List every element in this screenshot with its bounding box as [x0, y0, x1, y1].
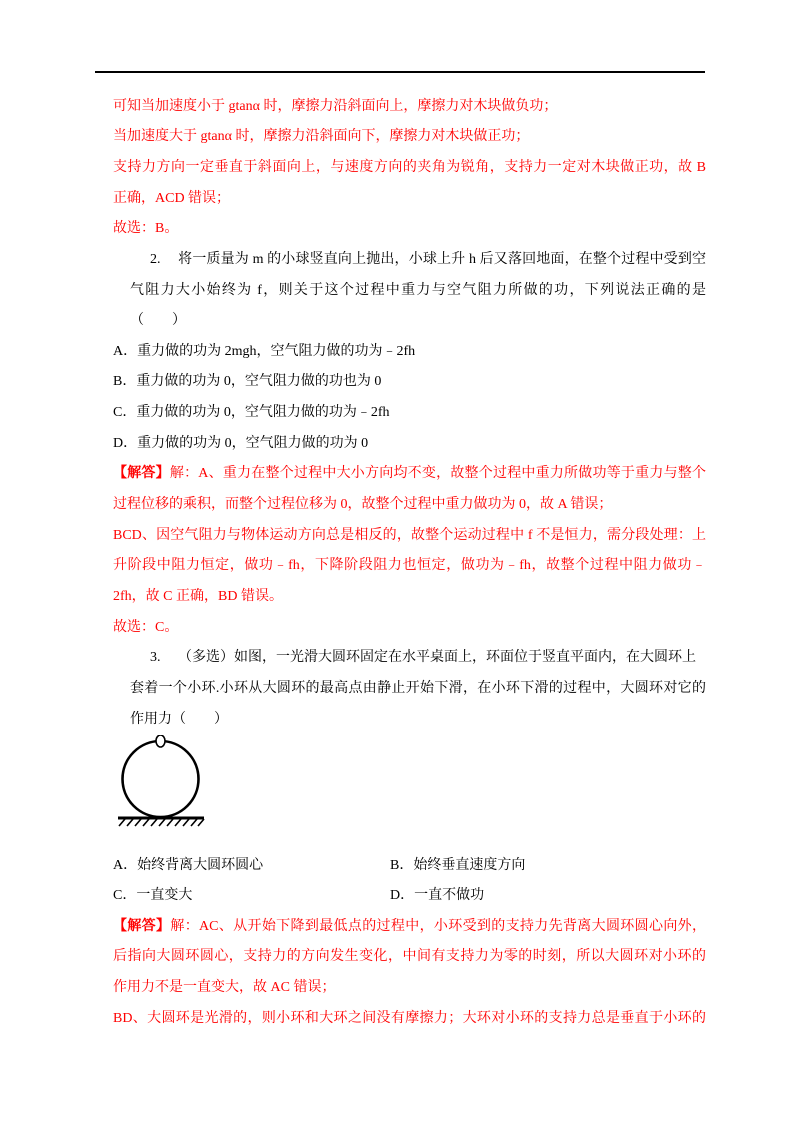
options-row: [113, 881, 706, 912]
solution-line: 正确，ACD 错误；: [113, 190, 231, 206]
option-a: A．重力做的功为 2mgh，空气阻力做的功为﹣2fh: [113, 343, 416, 359]
header-rule: [95, 71, 705, 73]
hatch-line: [127, 819, 133, 826]
large-ring: [123, 741, 199, 817]
question-number: 3.: [150, 650, 161, 666]
solution-text: 解：AC、从开始下降到最低点的过程中，小环受到的支持力先背离大圆环圆心向外，: [170, 918, 706, 934]
question-3-stem-line: 作用力（ ）: [130, 711, 228, 727]
answer-line: 故选：C。: [113, 619, 179, 635]
solution-line: [113, 459, 706, 490]
question-number: 2.: [150, 251, 161, 267]
solution-line: 可知当加速度小于 gtanα 时，摩擦力沿斜面向上，摩擦力对木块做负功；: [113, 98, 558, 114]
page-content: [113, 92, 706, 1035]
small-ring: [156, 735, 165, 747]
option-b: B．始终垂直速度方向: [390, 857, 526, 873]
hatch-line: [151, 819, 157, 826]
solution-line: [113, 912, 706, 943]
question-2-stem-line: 气阻力大小始终为 f，则关于这个过程中重力与空气阻力所做的功，下列说法正确的是: [130, 282, 706, 298]
solution-line: 当加速度大于 gtanα 时，摩擦力沿斜面向下，摩擦力对木块做正功；: [113, 129, 530, 145]
hatch-line: [143, 819, 149, 826]
question-3-stem-line: 套着一个小环.小环从大圆环的最高点由静止开始下滑，在小环下滑的过程中，大圆环对它的: [130, 680, 706, 696]
solution-text: 解：A、重力在整个过程中大小方向均不变，故整个过程中重力所做功等于重力与整个: [169, 466, 706, 482]
options-row: [113, 851, 706, 882]
hatch-line: [175, 819, 181, 826]
solution-label: 【解答】: [113, 466, 170, 482]
answer-line: 故选：B。: [113, 221, 179, 237]
question-2-stem-line: [113, 245, 706, 276]
hatch-line: [167, 819, 173, 826]
question-text: （多选）如图，一光滑大圆环固定在水平桌面上，环面位于竖直平面内，在大圆环上: [178, 650, 696, 666]
question-text: 将一质量为 m 的小球竖直向上抛出，小球上升 h 后又落回地面，在整个过程中受到空: [178, 251, 706, 267]
option-c: C．一直变大: [113, 888, 193, 904]
question-2-answer-blank: （ ）: [130, 313, 186, 329]
option-d: D．重力做的功为 0，空气阻力做的功为 0: [113, 435, 369, 451]
option-a: A．始终背离大圆环圆心: [113, 857, 264, 873]
solution-line: 后指向大圆环圆心，支持力的方向发生变化，中间有支持力为零的时刻，所以大圆环对小环的: [113, 949, 706, 965]
solution-line: BD、大圆环是光滑的，则小环和大环之间没有摩擦力；大环对小环的支持力总是垂直于小环的: [113, 1010, 706, 1026]
hatch-line: [183, 819, 189, 826]
hatch-line: [191, 819, 197, 826]
solution-line: 升阶段中阻力恒定，做功﹣fh，下降阶段阻力也恒定，做功为﹣fh，故整个过程中阻力做功﹣: [113, 558, 706, 574]
solution-label: 【解答】: [113, 918, 171, 934]
hatch-line: [119, 819, 125, 826]
solution-line: 2fh，故 C 正确，BD 错误。: [113, 588, 283, 604]
hatch-line: [159, 819, 165, 826]
option-c: C．重力做的功为 0，空气阻力做的功为﹣2fh: [113, 405, 390, 421]
option-d: D．一直不做功: [390, 888, 485, 904]
solution-line: 支持力方向一定垂直于斜面向上，与速度方向的夹角为锐角，支持力一定对木块做正功，故 B: [113, 159, 706, 175]
question-3-stem-line: [113, 643, 706, 674]
ground-hatching: [119, 819, 204, 826]
hatch-line: [198, 819, 204, 826]
option-b: B．重力做的功为 0，空气阻力做的功也为 0: [113, 374, 382, 390]
solution-line: BCD、因空气阻力与物体运动方向总是相反的，故整个运动过程中 f 不是恒力，需分段处理：上: [113, 527, 706, 543]
hatch-line: [135, 819, 141, 826]
ring-diagram: [113, 735, 223, 850]
solution-line: 过程位移的乘积，而整个过程位移为 0，故整个过程中重力做功为 0，故 A 错误；: [113, 497, 613, 513]
ring-figure: [113, 735, 706, 850]
solution-line: 作用力不是一直变大，故 AC 错误；: [113, 980, 336, 996]
